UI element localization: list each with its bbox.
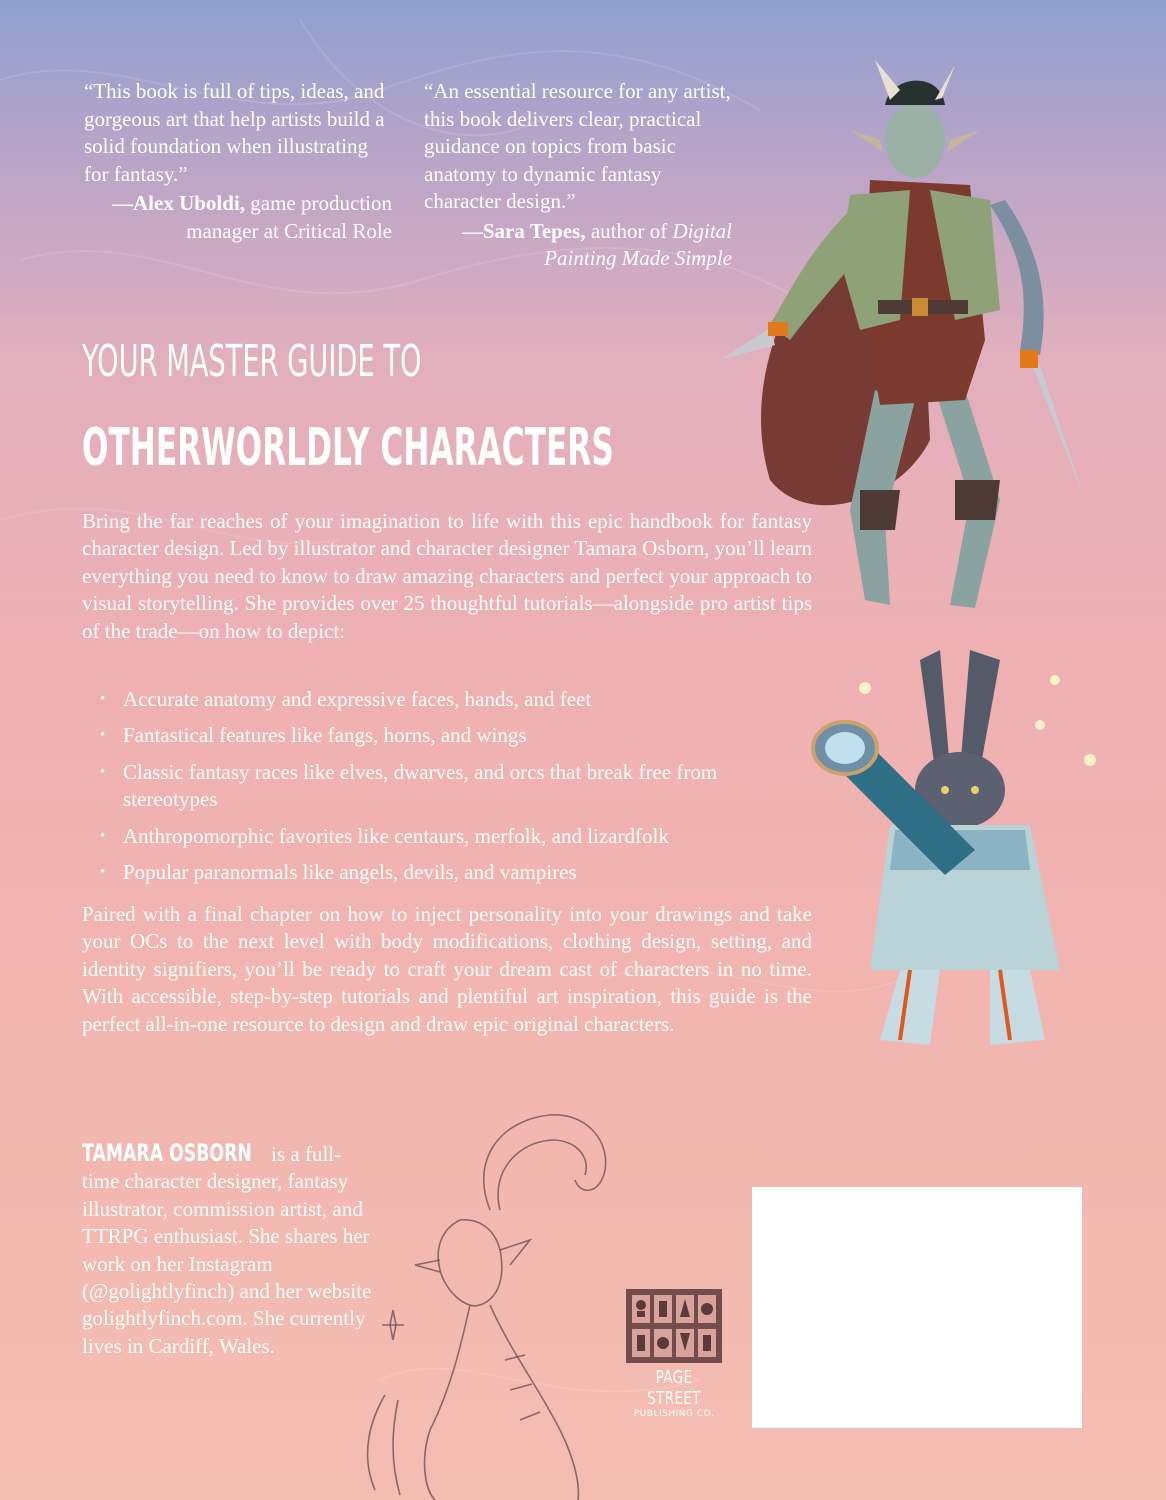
description-text: Bring the far reaches of your imagination to life with this epic handbook for fantasy character design. Led by illustrator and character designer Tamara Osborn, you’ll learn everything you need to know to draw amazing characters and perfect your approach to visual storytelling. She provides over 25 thoughtful tutorials—alongside pro artist tips of the trade—on how to depict: xyxy=(82,509,812,643)
quote-attribution xyxy=(80,190,392,245)
attribution-name: —Sara Tepes, xyxy=(461,218,586,243)
quote-uboldi xyxy=(80,78,392,245)
publisher-logo xyxy=(624,1287,724,1419)
rabbit-character-illustration xyxy=(800,640,1130,1060)
page-street-logo-mark xyxy=(624,1287,724,1365)
author-name: TAMARA OSBORN xyxy=(82,1139,252,1167)
barcode-area xyxy=(752,1187,1082,1428)
list-item: • Classic fantasy races like elves, dwarves, and orcs that break free from stereotypes xyxy=(96,759,776,814)
quote-text: “This book is full of tips, ideas, and gorgeous art that help artists build a solid foundation when illustrating for fantasy.” xyxy=(84,79,385,186)
headline-line-1: YOUR MASTER GUIDE TO xyxy=(82,336,422,387)
sketch-character-illustration xyxy=(340,1100,630,1500)
attribution-role: author of xyxy=(585,218,673,243)
attribution-name: —Alex Uboldi, xyxy=(112,191,246,215)
rogue-character-illustration xyxy=(700,60,1140,630)
quote-tepes xyxy=(420,78,732,273)
list-item: • Popular paranormals like angels, devils, and vampires xyxy=(96,859,776,886)
headline-line-2: OTHERWORLDLY CHARACTERS xyxy=(82,418,614,478)
topic-list xyxy=(96,686,776,895)
quote-attribution xyxy=(420,218,732,273)
publisher-name: PAGE STREET xyxy=(647,1367,701,1409)
publisher-subname: PUBLISHING CO. xyxy=(633,1409,715,1419)
attribution-book: Digital Painting Made Simple xyxy=(544,218,732,270)
list-item: • Accurate anatomy and expressive faces, hands, and feet xyxy=(96,686,776,713)
bio-text: is a full-time character designer, fantasy illustrator, commission artist, and TTRPG enthusiast. She shares her work on her Instagram (@golightlyfinch) and her website golightlyfinch.com. She currently lives in Cardiff, Wales. xyxy=(82,1142,372,1358)
list-item: • Anthropomorphic favorites like centaurs, merfolk, and lizardfolk xyxy=(96,823,776,850)
list-item: • Fantastical features like fangs, horns, and wings xyxy=(96,722,776,749)
author-bio xyxy=(82,1140,372,1360)
attribution-role: game production manager at Critical Role xyxy=(186,191,392,243)
description-2: Paired with a final chapter on how to inject personality into your drawings and take your OCs to the next level with body modifications, clothing design, setting, and identity signifiers, you’ll be ready to craft your dream cast of characters in no time. With accessible, step-by-step tutorials and plentiful art inspiration, this guide is the perfect all-in-one resource to design and draw epic original characters. xyxy=(82,902,812,1036)
quote-text: “An essential resource for any artist, this book delivers clear, practical guidance on topics from basic anatomy to dynamic fantasy character design.” xyxy=(424,79,731,213)
